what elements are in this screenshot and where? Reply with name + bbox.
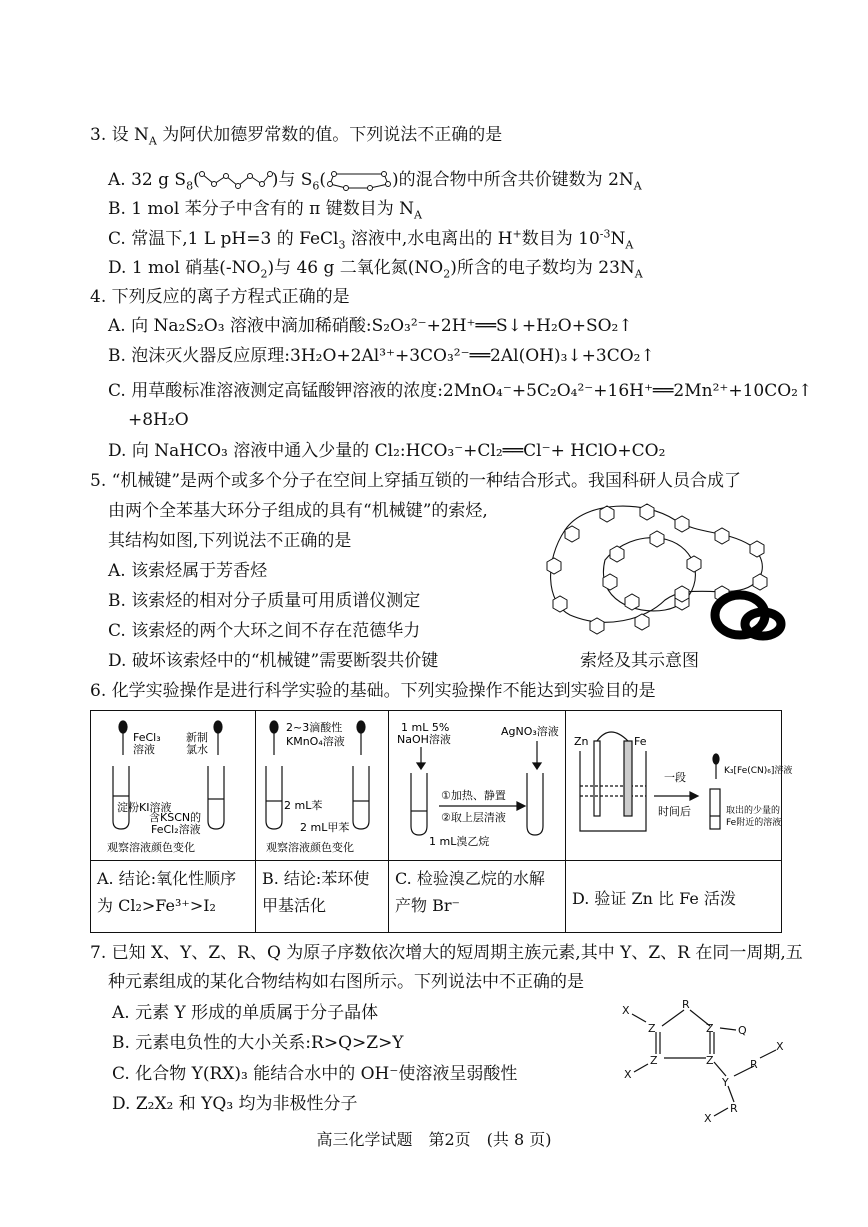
q5-figure-caption: 索烃及其示意图 — [580, 651, 699, 671]
q3-option-c: C. 常温下,1 L pH=3 的 FeCl$_3$ 溶液中,水电离出的 H+数目为 $10^{-3}N_A$ — [108, 227, 634, 252]
struct-z1: Z — [648, 1022, 656, 1035]
catenane-figure — [525, 490, 795, 660]
fig-d-label1: Zn — [574, 735, 589, 748]
fig-a-label6: 含KSCN的 — [149, 811, 202, 824]
struct-q: Q — [738, 1024, 747, 1037]
fig-c-label6: 1 mL溴乙烷 — [429, 835, 490, 848]
fig-a-label4: 氯水 — [186, 743, 208, 756]
fig-d-label7: Fe附近的溶液 — [726, 818, 782, 828]
struct-z2: Z — [706, 1022, 714, 1035]
q4-option-a: A. 向 Na₂S₂O₃ 溶液中滴加稀硝酸:S₂O₃²⁻+2H⁺══S↓+H₂O+SO₂↑ — [108, 316, 633, 336]
struct-x3: X — [776, 1040, 784, 1053]
fig-a-label1: FeCl₃ — [133, 731, 161, 744]
q6-experiment-table — [90, 710, 793, 933]
q4-stem: 4. 下列反应的离子方程式正确的是 — [90, 287, 350, 307]
q6-caption-d: D. 验证 Zn 比 Fe 活泼 — [566, 861, 782, 933]
q6-figure-a — [91, 711, 256, 861]
fig-d-label5: K₃[Fe(CN)₆]溶液 — [724, 766, 793, 776]
fig-d-label2: Fe — [634, 735, 647, 748]
q5-option-a: A. 该索烃属于芳香烃 — [108, 561, 268, 581]
q7-structure-figure — [610, 992, 810, 1125]
q5-option-c: C. 该索烃的两个大环之间不存在范德华力 — [108, 621, 421, 641]
struct-r3: R — [730, 1102, 738, 1115]
fig-d-label3: 一段 — [664, 771, 686, 784]
fig-b-label2: KMnO₄溶液 — [286, 735, 345, 748]
q7-stem-line1: 7. 已知 X、Y、Z、R、Q 为原子序数依次增大的短周期主族元素,其中 Y、Z、R 在同一周期,五 — [90, 943, 803, 963]
struct-r2: R — [750, 1058, 758, 1071]
fig-c-label4: ①加热、静置 — [441, 789, 506, 802]
struct-z4: Z — [706, 1054, 714, 1067]
fig-a-label2: 溶液 — [133, 743, 155, 756]
q3-option-d: D. 1 mol 硝基$(-NO_2)$与 46 g 二氧化氮$(NO_2)$所含的电子数均为 $23N_A$ — [108, 258, 643, 281]
fig-a-label5: 淀粉KI溶液 — [117, 801, 172, 814]
q5-stem-line3: 其结构如图,下列说法不正确的是 — [108, 531, 352, 551]
fig-a-label3: 新制 — [186, 731, 208, 744]
fig-c-label3: AgNO₃溶液 — [501, 725, 559, 738]
q3-stem: 3. 设 $N_A$ 为阿伏加德罗常数的值。下列说法不正确的是 — [90, 125, 503, 148]
q6-figure-d — [566, 711, 793, 861]
fig-c-label2: NaOH溶液 — [397, 733, 451, 746]
q4-option-c-cont: +8H₂O — [128, 410, 189, 430]
fig-a-label7: FeCl₂溶液 — [151, 823, 201, 836]
fig-c-label5: ②取上层清液 — [441, 811, 506, 824]
struct-x4: X — [704, 1112, 712, 1125]
q5-stem-line2: 由两个全苯基大环分子组成的具有“机械键”的索烃, — [108, 501, 488, 521]
q6-figure-b — [256, 711, 389, 861]
q5-option-d: D. 破坏该索烃中的“机械键”需要断裂共价键 — [108, 651, 439, 671]
s8-ring-icon — [200, 170, 272, 192]
q7-stem-line2: 种元素组成的某化合物结构如右图所示。下列说法中不正确的是 — [108, 972, 584, 992]
q4-option-c: C. 用草酸标准溶液测定高锰酸钾溶液的浓度:2MnO₄⁻+5C₂O₄²⁻+16H⁺══2Mn²⁺+10CO₂↑ — [108, 381, 813, 401]
struct-x2: X — [624, 1068, 632, 1081]
q4-option-d: D. 向 NaHCO₃ 溶液中通入少量的 Cl₂:HCO₃⁻+Cl₂══Cl⁻+ HClO+CO₂ — [108, 441, 666, 461]
struct-x1: X — [622, 1004, 630, 1017]
q6-figure-c — [389, 711, 566, 861]
q7-option-a: A. 元素 Y 形成的单质属于分子晶体 — [112, 1003, 379, 1023]
fig-b-label5: 观察溶液颜色变化 — [266, 841, 354, 854]
q7-option-d: D. Z₂X₂ 和 YQ₃ 均为非极性分子 — [112, 1094, 358, 1114]
page-footer: 高三化学试题 第2页 (共 8 页) — [316, 1130, 552, 1149]
fig-d-label6: 取出的少量的 — [726, 806, 781, 816]
q3-option-b: B. 1 mol 苯分子中含有的 π 键数目为 $N_A$ — [108, 199, 422, 222]
q6-caption-c: C. 检验溴乙烷的水解产物 Br⁻ — [389, 861, 566, 933]
fig-d-label4: 时间后 — [658, 805, 691, 818]
fig-b-label3: 2 mL苯 — [284, 799, 323, 812]
q5-option-b: B. 该索烃的相对分子质量可用质谱仪测定 — [108, 591, 421, 611]
fig-b-label4: 2 mL甲苯 — [300, 821, 350, 834]
q6-caption-a: A. 结论:氧化性顺序为 Cl₂>Fe³⁺>I₂ — [91, 861, 256, 933]
s6-ring-icon — [326, 170, 392, 192]
q3-option-a: A. 32 g $S_8$( )与 $S_6$( )的混合物中所含共价键数为 $2N_A$ — [108, 170, 642, 193]
struct-y: Y — [722, 1076, 729, 1089]
fig-c-label1: 1 mL 5% — [401, 721, 450, 734]
q4-option-b: B. 泡沫灭火器反应原理:3H₂O+2Al³⁺+3CO₃²⁻══2Al(OH)₃↓+3CO₂↑ — [108, 346, 655, 366]
q6-stem: 6. 化学实验操作是进行科学实验的基础。下列实验操作不能达到实验目的是 — [90, 681, 656, 701]
q7-option-c: C. 化合物 Y(RX)₃ 能结合水中的 OH⁻使溶液呈弱酸性 — [112, 1064, 518, 1084]
q5-stem-line1: 5. “机械键”是两个或多个分子在空间上穿插互锁的一种结合形式。我国科研人员合成了 — [90, 471, 742, 491]
struct-r1: R — [682, 998, 690, 1011]
fig-b-label1: 2~3滴酸性 — [286, 721, 343, 734]
q6-caption-b: B. 结论:苯环使甲基活化 — [256, 861, 389, 933]
struct-z3: Z — [650, 1054, 658, 1067]
q7-option-b: B. 元素电负性的大小关系:R>Q>Z>Y — [112, 1033, 404, 1053]
fig-a-label8: 观察溶液颜色变化 — [107, 841, 195, 854]
